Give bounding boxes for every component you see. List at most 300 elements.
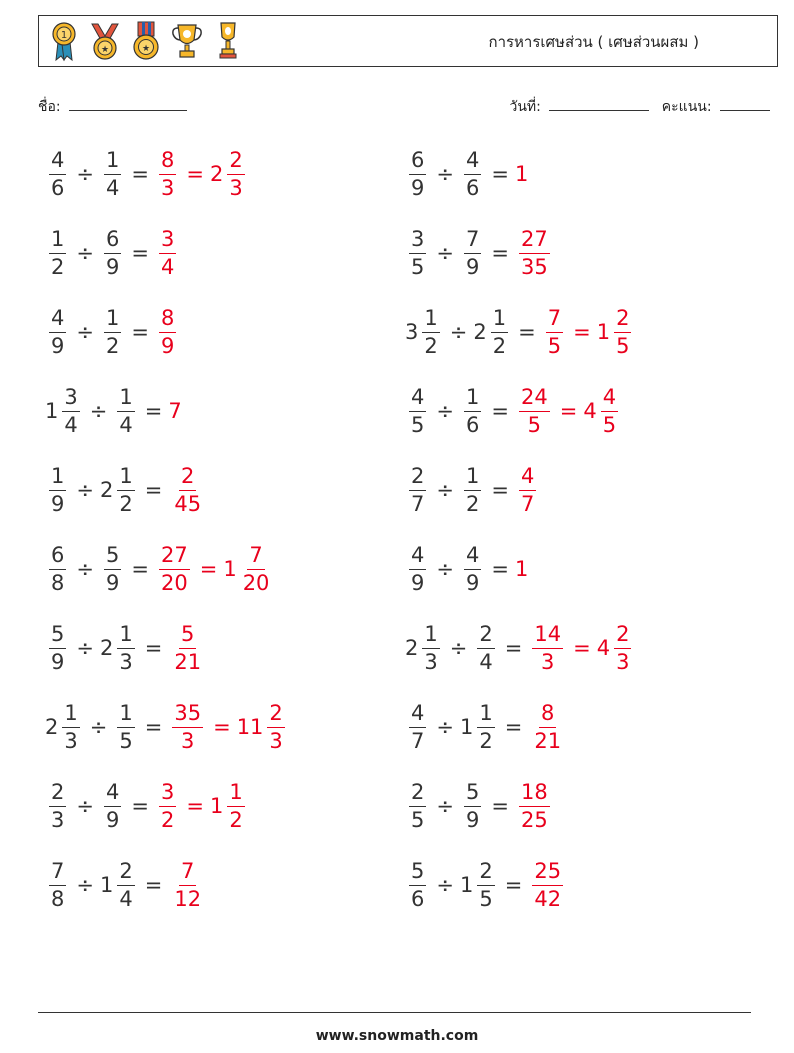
denominator: 3 bbox=[269, 728, 283, 753]
equals-sign: = bbox=[144, 715, 163, 739]
mixed-number bbox=[460, 779, 485, 832]
score-label: คะแนน: bbox=[661, 99, 712, 115]
numerator: 27 bbox=[519, 229, 550, 254]
mixed-number bbox=[515, 226, 554, 279]
numerator: 2 bbox=[49, 782, 66, 807]
denominator: 4 bbox=[105, 175, 120, 200]
icon-row bbox=[47, 20, 245, 62]
fraction bbox=[532, 700, 563, 753]
medal-star-2-icon bbox=[129, 20, 163, 62]
numerator: 6 bbox=[409, 150, 426, 175]
problem-item bbox=[405, 455, 540, 525]
answer bbox=[155, 779, 249, 832]
denominator: 3 bbox=[181, 728, 195, 753]
equals-sign: = bbox=[491, 162, 509, 186]
answer bbox=[515, 779, 554, 832]
problem-item bbox=[405, 534, 528, 604]
fraction bbox=[241, 542, 272, 595]
divide-sign: ÷ bbox=[436, 873, 454, 897]
whole-part: 11 bbox=[236, 715, 264, 739]
fraction bbox=[159, 542, 190, 595]
equals-sign: = bbox=[573, 320, 591, 344]
mixed-number bbox=[155, 305, 180, 358]
mixed-number bbox=[99, 858, 139, 911]
numerator: 1 bbox=[117, 387, 134, 412]
denominator: 3 bbox=[64, 728, 78, 753]
numerator: 2 bbox=[614, 624, 631, 649]
score-blank[interactable] bbox=[720, 96, 770, 111]
divide-sign: ÷ bbox=[76, 162, 94, 186]
problem-item bbox=[405, 297, 635, 367]
equals-sign: = bbox=[131, 557, 149, 581]
numerator: 1 bbox=[464, 466, 481, 491]
mixed-number bbox=[405, 147, 430, 200]
fraction bbox=[104, 779, 121, 832]
fraction bbox=[117, 384, 134, 437]
fraction bbox=[49, 147, 66, 200]
mixed-number bbox=[100, 226, 125, 279]
numerator: 5 bbox=[104, 545, 121, 570]
fraction bbox=[159, 226, 176, 279]
denominator: 3 bbox=[229, 175, 243, 200]
fraction bbox=[422, 305, 439, 358]
mixed-number bbox=[45, 858, 70, 911]
trophy-small-icon bbox=[211, 20, 245, 62]
mixed-number bbox=[405, 305, 444, 358]
fraction bbox=[159, 147, 176, 200]
denominator: 2 bbox=[465, 491, 480, 516]
answer bbox=[155, 542, 275, 595]
denominator: 20 bbox=[242, 570, 270, 595]
whole-part: 7 bbox=[168, 399, 182, 423]
whole-part: 2 bbox=[99, 478, 114, 502]
answer bbox=[528, 621, 635, 674]
equals-sign: = bbox=[131, 241, 149, 265]
answer bbox=[515, 226, 554, 279]
numerator: 3 bbox=[409, 229, 426, 254]
equals-sign: = bbox=[186, 794, 204, 818]
divide-sign: ÷ bbox=[76, 873, 94, 897]
numerator: 7 bbox=[546, 308, 563, 333]
numerator: 1 bbox=[464, 387, 481, 412]
denominator: 5 bbox=[411, 412, 425, 437]
answer bbox=[515, 384, 622, 437]
whole-part: 2 bbox=[473, 320, 487, 344]
denominator: 2 bbox=[479, 728, 493, 753]
equals-sign: = bbox=[131, 794, 149, 818]
fraction bbox=[464, 226, 481, 279]
equals-sign: = bbox=[199, 557, 218, 581]
denominator: 2 bbox=[424, 333, 438, 358]
fraction bbox=[519, 463, 536, 516]
problem-item bbox=[405, 771, 554, 841]
numerator: 5 bbox=[179, 624, 196, 649]
mixed-number bbox=[45, 147, 70, 200]
problem-item bbox=[45, 455, 207, 525]
problem-item bbox=[45, 850, 207, 920]
fraction bbox=[49, 542, 66, 595]
fraction bbox=[491, 305, 508, 358]
whole-part: 1 bbox=[223, 557, 237, 581]
mixed-number bbox=[45, 542, 70, 595]
fraction bbox=[409, 226, 426, 279]
mixed-number bbox=[528, 700, 567, 753]
denominator: 7 bbox=[411, 491, 425, 516]
fraction bbox=[464, 542, 481, 595]
denominator: 9 bbox=[411, 570, 425, 595]
problem-item bbox=[405, 692, 567, 762]
denominator: 3 bbox=[160, 175, 175, 200]
mixed-number bbox=[405, 542, 430, 595]
fraction bbox=[104, 147, 121, 200]
mixed-number bbox=[168, 700, 207, 753]
fraction bbox=[62, 384, 79, 437]
denominator: 8 bbox=[51, 570, 65, 595]
answer bbox=[168, 463, 207, 516]
fraction bbox=[159, 305, 176, 358]
mixed-number bbox=[113, 384, 138, 437]
numerator: 25 bbox=[532, 861, 563, 886]
fraction bbox=[477, 700, 494, 753]
denominator: 5 bbox=[527, 412, 542, 437]
mixed-number bbox=[100, 542, 125, 595]
numerator: 4 bbox=[409, 703, 426, 728]
fraction bbox=[172, 463, 203, 516]
numerator: 2 bbox=[227, 150, 244, 175]
fraction bbox=[62, 700, 79, 753]
problem-item bbox=[45, 692, 289, 762]
numerator: 1 bbox=[104, 308, 121, 333]
equals-sign: = bbox=[559, 399, 578, 423]
mixed-number bbox=[405, 226, 430, 279]
mixed-number bbox=[460, 384, 485, 437]
mixed-number bbox=[236, 700, 289, 753]
numerator: 3 bbox=[62, 387, 79, 412]
fraction bbox=[117, 621, 134, 674]
numerator: 2 bbox=[409, 466, 426, 491]
fraction bbox=[464, 779, 481, 832]
mixed-number bbox=[515, 384, 554, 437]
denominator: 6 bbox=[465, 412, 480, 437]
fraction bbox=[49, 305, 66, 358]
numerator: 8 bbox=[159, 150, 176, 175]
denominator: 8 bbox=[51, 886, 65, 911]
mixed-number bbox=[168, 858, 207, 911]
numerator: 1 bbox=[227, 782, 244, 807]
whole-part: 2 bbox=[209, 162, 224, 186]
denominator: 3 bbox=[119, 649, 133, 674]
numerator: 4 bbox=[519, 466, 536, 491]
footer-divider bbox=[38, 1012, 751, 1013]
fraction bbox=[117, 700, 134, 753]
whole-part: 3 bbox=[405, 320, 419, 344]
denominator: 2 bbox=[229, 807, 243, 832]
whole-part: 2 bbox=[99, 636, 114, 660]
answer bbox=[515, 557, 528, 581]
denominator: 3 bbox=[51, 807, 65, 832]
numerator: 6 bbox=[104, 229, 121, 254]
problem-item bbox=[45, 376, 182, 446]
fraction bbox=[519, 384, 550, 437]
mixed-number bbox=[155, 779, 180, 832]
divide-sign: ÷ bbox=[76, 794, 94, 818]
denominator: 20 bbox=[160, 570, 188, 595]
divide-sign: ÷ bbox=[436, 715, 454, 739]
denominator: 3 bbox=[616, 649, 630, 674]
numerator: 4 bbox=[409, 387, 426, 412]
numerator: 2 bbox=[267, 703, 284, 728]
problem-item bbox=[405, 139, 528, 209]
problem-item bbox=[45, 771, 249, 841]
problem-item bbox=[405, 850, 567, 920]
numerator: 5 bbox=[409, 861, 426, 886]
divide-sign: ÷ bbox=[436, 794, 454, 818]
fraction bbox=[422, 621, 439, 674]
answer bbox=[168, 858, 207, 911]
mixed-number bbox=[405, 384, 430, 437]
mixed-number bbox=[100, 147, 125, 200]
fraction bbox=[49, 621, 66, 674]
whole-part: 1 bbox=[459, 873, 474, 897]
whole-part: 2 bbox=[45, 715, 59, 739]
fraction bbox=[49, 463, 66, 516]
whole-part: 4 bbox=[596, 636, 611, 660]
numerator: 7 bbox=[179, 861, 196, 886]
answer bbox=[168, 621, 207, 674]
numerator: 8 bbox=[159, 308, 176, 333]
numerator: 1 bbox=[49, 229, 66, 254]
numerator: 1 bbox=[117, 703, 134, 728]
numerator: 5 bbox=[49, 624, 66, 649]
problem-item bbox=[45, 218, 180, 288]
problem-item bbox=[405, 376, 622, 446]
numerator: 2 bbox=[477, 861, 494, 886]
mixed-number bbox=[155, 226, 180, 279]
problem-item bbox=[45, 534, 275, 604]
mixed-number bbox=[405, 621, 444, 674]
mixed-number bbox=[459, 858, 499, 911]
mixed-number bbox=[515, 463, 540, 516]
equals-sign: = bbox=[504, 636, 523, 660]
denominator: 9 bbox=[51, 333, 65, 358]
numerator: 4 bbox=[49, 308, 66, 333]
fraction bbox=[104, 542, 121, 595]
fraction bbox=[614, 305, 631, 358]
fraction bbox=[49, 226, 66, 279]
numerator: 2 bbox=[477, 624, 494, 649]
answer bbox=[528, 700, 567, 753]
numerator: 1 bbox=[62, 703, 79, 728]
mixed-number bbox=[45, 700, 84, 753]
denominator: 4 bbox=[160, 254, 175, 279]
numerator: 1 bbox=[117, 466, 134, 491]
fraction bbox=[267, 700, 284, 753]
mixed-number bbox=[99, 463, 139, 516]
mixed-number bbox=[45, 463, 70, 516]
fraction bbox=[409, 700, 426, 753]
denominator: 9 bbox=[105, 807, 120, 832]
denominator: 6 bbox=[465, 175, 480, 200]
numerator: 4 bbox=[464, 545, 481, 570]
fraction bbox=[227, 147, 244, 200]
problem-item bbox=[45, 297, 180, 367]
fraction bbox=[614, 621, 631, 674]
denominator: 5 bbox=[119, 728, 133, 753]
equals-sign: = bbox=[518, 320, 536, 344]
denominator: 5 bbox=[547, 333, 562, 358]
denominator: 4 bbox=[64, 412, 78, 437]
mixed-number bbox=[209, 147, 249, 200]
answer bbox=[542, 305, 636, 358]
equals-sign: = bbox=[213, 715, 231, 739]
denominator: 9 bbox=[465, 254, 480, 279]
fraction bbox=[464, 147, 481, 200]
fraction bbox=[172, 700, 203, 753]
divide-sign: ÷ bbox=[76, 241, 94, 265]
denominator: 7 bbox=[520, 491, 535, 516]
denominator: 9 bbox=[105, 570, 120, 595]
whole-part: 1 bbox=[99, 873, 114, 897]
denominator: 9 bbox=[51, 491, 65, 516]
numerator: 4 bbox=[601, 387, 618, 412]
divide-sign: ÷ bbox=[89, 715, 108, 739]
numerator: 4 bbox=[409, 545, 426, 570]
numerator: 1 bbox=[104, 150, 121, 175]
denominator: 2 bbox=[105, 333, 120, 358]
date-label: วันที่: bbox=[509, 99, 541, 115]
date-blank[interactable] bbox=[549, 96, 649, 111]
equals-sign: = bbox=[131, 162, 149, 186]
denominator: 9 bbox=[465, 570, 480, 595]
equals-sign: = bbox=[491, 794, 509, 818]
trophy-cup-icon bbox=[170, 20, 204, 62]
fraction bbox=[546, 305, 563, 358]
mixed-number bbox=[460, 226, 485, 279]
mixed-number bbox=[473, 621, 498, 674]
whole-part: 1 bbox=[596, 320, 611, 344]
denominator: 5 bbox=[411, 254, 425, 279]
fraction bbox=[532, 858, 563, 911]
denominator: 6 bbox=[51, 175, 65, 200]
equals-sign: = bbox=[504, 715, 523, 739]
fraction bbox=[532, 621, 563, 674]
divide-sign: ÷ bbox=[436, 162, 454, 186]
divide-sign: ÷ bbox=[89, 399, 108, 423]
whole-part: 2 bbox=[405, 636, 419, 660]
mixed-number bbox=[209, 779, 249, 832]
numerator: 14 bbox=[532, 624, 563, 649]
header-box bbox=[38, 15, 778, 67]
fraction bbox=[227, 779, 244, 832]
mixed-number bbox=[99, 621, 139, 674]
mixed-number bbox=[45, 779, 70, 832]
numerator: 35 bbox=[172, 703, 203, 728]
divide-sign: ÷ bbox=[449, 320, 468, 344]
numerator: 8 bbox=[539, 703, 556, 728]
denominator: 5 bbox=[602, 412, 617, 437]
name-label: ชื่อ: bbox=[38, 99, 61, 115]
denominator: 6 bbox=[411, 886, 425, 911]
equals-sign: = bbox=[573, 636, 591, 660]
denominator: 3 bbox=[541, 649, 555, 674]
fraction bbox=[117, 858, 134, 911]
whole-part: 4 bbox=[583, 399, 597, 423]
denominator: 5 bbox=[411, 807, 425, 832]
divide-sign: ÷ bbox=[76, 557, 94, 581]
denominator: 3 bbox=[424, 649, 438, 674]
name-blank[interactable] bbox=[69, 96, 187, 111]
answer bbox=[168, 399, 181, 423]
denominator: 2 bbox=[119, 491, 133, 516]
denominator: 4 bbox=[479, 649, 493, 674]
numerator: 4 bbox=[104, 782, 121, 807]
answer bbox=[155, 305, 180, 358]
mixed-number bbox=[528, 621, 567, 674]
mixed-number bbox=[45, 384, 84, 437]
fraction bbox=[409, 147, 426, 200]
mixed-number bbox=[473, 305, 512, 358]
denominator: 2 bbox=[160, 807, 175, 832]
denominator: 5 bbox=[616, 333, 630, 358]
problem-item bbox=[45, 139, 249, 209]
fraction bbox=[409, 463, 426, 516]
equals-sign: = bbox=[504, 873, 523, 897]
numerator: 3 bbox=[159, 229, 176, 254]
equals-sign: = bbox=[491, 478, 509, 502]
equals-sign: = bbox=[491, 241, 509, 265]
divide-sign: ÷ bbox=[76, 478, 94, 502]
fraction bbox=[409, 858, 426, 911]
equals-sign: = bbox=[131, 320, 149, 344]
fraction bbox=[159, 779, 176, 832]
denominator: 7 bbox=[411, 728, 425, 753]
mixed-number bbox=[596, 305, 636, 358]
fraction bbox=[409, 542, 426, 595]
mixed-number bbox=[515, 557, 528, 581]
medal-star-icon bbox=[88, 20, 122, 62]
mixed-number bbox=[100, 305, 125, 358]
numerator: 6 bbox=[49, 545, 66, 570]
numerator: 24 bbox=[519, 387, 550, 412]
name-field bbox=[38, 96, 187, 118]
whole-part: 1 bbox=[459, 715, 474, 739]
numerator: 7 bbox=[49, 861, 66, 886]
numerator: 2 bbox=[614, 308, 631, 333]
denominator: 45 bbox=[174, 491, 202, 516]
mixed-number bbox=[405, 700, 430, 753]
fraction bbox=[464, 384, 481, 437]
whole-part: 1 bbox=[209, 794, 224, 818]
numerator: 2 bbox=[117, 861, 134, 886]
divide-sign: ÷ bbox=[76, 320, 94, 344]
answer bbox=[515, 162, 528, 186]
fraction bbox=[601, 384, 618, 437]
svg-text:1: 1 bbox=[60, 30, 68, 41]
mixed-number bbox=[542, 305, 567, 358]
numerator: 1 bbox=[117, 624, 134, 649]
equals-sign: = bbox=[144, 478, 163, 502]
answer bbox=[155, 147, 249, 200]
numerator: 1 bbox=[422, 624, 439, 649]
numerator: 2 bbox=[409, 782, 426, 807]
fraction bbox=[477, 621, 494, 674]
fraction bbox=[104, 305, 121, 358]
divide-sign: ÷ bbox=[436, 241, 454, 265]
fraction bbox=[477, 858, 494, 911]
divide-sign: ÷ bbox=[436, 478, 454, 502]
numerator: 18 bbox=[519, 782, 550, 807]
mixed-number bbox=[168, 399, 181, 423]
